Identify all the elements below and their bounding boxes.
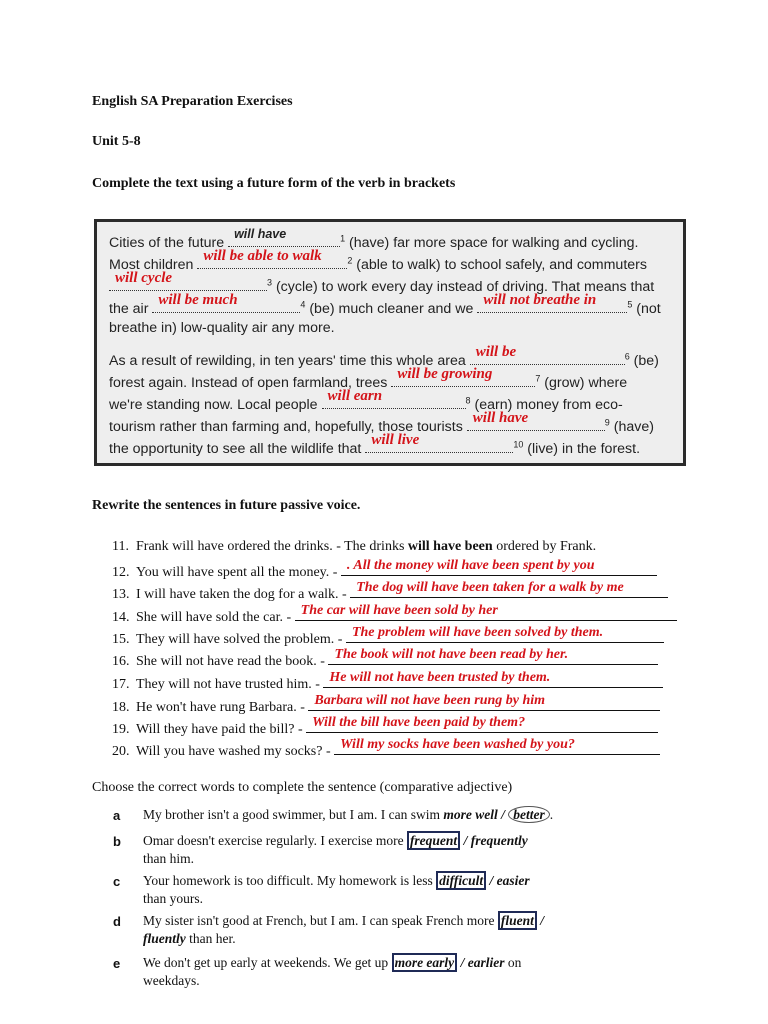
passive-row-18: 18. He won't have rung Barbara. - Barbara will not have been rung by him bbox=[112, 696, 660, 716]
passive-row-20: 20. Will you have washed my socks? - Will my socks have been washed by you? bbox=[112, 740, 660, 760]
blank-8[interactable] bbox=[322, 388, 466, 409]
fill-line-3: will cycle $^3$ (cycle) to work every day instead of driving. That means that bbox=[109, 276, 654, 295]
passive-row-13: 13. I will have taken the dog for a walk. - The dog will have been taken for a walk by me bbox=[112, 583, 668, 603]
answer-2: will be able to walk bbox=[203, 248, 322, 264]
fill-line-1: Cities of the future will have $^1$ (have) far more space for walking and cycling. bbox=[109, 227, 639, 251]
item-letter-d: d bbox=[113, 914, 121, 929]
passive-row-16: 16. She will not have read the book. - The book will not have been read by her. bbox=[112, 650, 658, 670]
fill-line-9: tourism rather than farming and, hopefully, those tourists will have $^9$ (have) bbox=[109, 410, 654, 435]
blank-9[interactable] bbox=[467, 410, 605, 431]
instruction-fill: Complete the text using a future form of the verb in brackets bbox=[92, 176, 456, 191]
option-d2[interactable]: fluently bbox=[143, 931, 186, 946]
answer-4: will be much bbox=[158, 292, 238, 308]
page-title: English SA Preparation Exercises bbox=[92, 94, 293, 109]
blank-4[interactable] bbox=[152, 292, 300, 313]
fill-line-10: the opportunity to see all the wildlife that will live $^{10}$ (live) in the forest. bbox=[109, 432, 641, 457]
option-e1-selected[interactable]: more early bbox=[392, 953, 458, 972]
fill-line-4: the air will be much $^4$ (be) much cleaner and we will not breathe in $^5$ (not bbox=[109, 292, 661, 317]
item-letter-c: c bbox=[113, 874, 121, 889]
answer-8: will earn bbox=[327, 388, 383, 404]
fill-line-7: forest again. Instead of open farmland, trees will be growing $^7$ (grow) where bbox=[109, 366, 628, 391]
answer-line-14[interactable]: The car will have been sold by her bbox=[295, 606, 677, 621]
answer-line-15[interactable]: The problem will have been solved by them. bbox=[346, 628, 664, 643]
fill-line-6: As a result of rewilding, in ten years' time this whole area will be $^6$ (be) bbox=[109, 344, 659, 369]
answer-7: will be growing bbox=[397, 366, 493, 382]
item-e: We don't get up early at weekends. We get up more early / earlier on weekdays. bbox=[143, 955, 522, 988]
passive-row-14: 14. She will have sold the car. - The car will have been sold by her bbox=[112, 606, 677, 626]
answer-1: will have bbox=[234, 227, 287, 241]
answer-line-12[interactable]: . All the money will have been spent by you bbox=[341, 561, 657, 576]
item-a: My brother isn't a good swimmer, but I am. I can swim more well / better . bbox=[143, 807, 554, 822]
option-c2[interactable]: easier bbox=[496, 873, 530, 888]
item-letter-b: b bbox=[113, 834, 121, 849]
option-c1-selected[interactable]: difficult bbox=[436, 871, 486, 890]
fill-line-2: Most children will be able to walk $^2$ (able to walk) to school safely, and commuters bbox=[109, 248, 647, 273]
answer-line-17[interactable]: He will not have been trusted by them. bbox=[323, 673, 663, 688]
answer-6: will be bbox=[475, 344, 517, 360]
unit-heading: Unit 5-8 bbox=[92, 134, 141, 149]
answer-line-16[interactable]: The book will not have been read by her. bbox=[328, 650, 658, 665]
option-e2[interactable]: earlier bbox=[467, 955, 505, 970]
blank-2[interactable] bbox=[197, 248, 347, 269]
option-d1-selected[interactable]: fluent bbox=[498, 911, 537, 930]
answer-line-18[interactable]: Barbara will not have been rung by him bbox=[308, 696, 660, 711]
item-d: My sister isn't good at French, but I am. I can speak French more fluent / fluently than her. bbox=[143, 913, 545, 946]
passive-row-12: 12. You will have spent all the money. - . All the money will have been spent by you bbox=[112, 561, 657, 581]
answer-line-20[interactable]: Will my socks have been washed by you? bbox=[334, 740, 660, 755]
fill-line-5: breathe in) low-quality air any more. bbox=[109, 320, 335, 336]
blank-1[interactable] bbox=[228, 227, 340, 247]
fill-line-8: we're standing now. Local people will earn $^8$ (earn) money from eco- bbox=[109, 388, 623, 413]
blank-7[interactable] bbox=[391, 366, 535, 387]
instruction-comparative: Choose the correct words to complete the sentence (comparative adjective) bbox=[92, 780, 513, 795]
item-letter-a: a bbox=[113, 808, 121, 823]
item-letter-e: e bbox=[113, 956, 121, 971]
answer-3: will cycle bbox=[115, 270, 173, 286]
option-a2-selected[interactable]: better bbox=[508, 806, 550, 823]
passive-row-15: 15. They will have solved the problem. - The problem will have been solved by them. bbox=[112, 628, 664, 648]
item-b: Omar doesn't exercise regularly. I exercise more frequent / frequently than him. bbox=[143, 833, 528, 866]
option-a1[interactable]: more well bbox=[443, 807, 498, 822]
passive-row-19: 19. Will they have paid the bill? - Will the bill have been paid by them? bbox=[112, 718, 658, 738]
blank-10[interactable] bbox=[365, 432, 513, 453]
item-c: Your homework is too difficult. My homework is less difficult / easier than yours. bbox=[143, 873, 530, 906]
blank-3[interactable] bbox=[109, 270, 267, 291]
passive-row-17: 17. They will not have trusted him. - He will not have been trusted by them. bbox=[112, 673, 663, 693]
answer-10: will live bbox=[371, 432, 420, 448]
option-b1-selected[interactable]: frequent bbox=[407, 831, 460, 850]
answer-5: will not breathe in bbox=[483, 292, 597, 308]
passive-row-11: 11. Frank will have ordered the drinks. - The drinks will have been ordered by Frank. bbox=[112, 539, 597, 554]
instruction-passive: Rewrite the sentences in future passive voice. bbox=[92, 498, 361, 513]
fill-in-box bbox=[94, 219, 686, 466]
blank-6[interactable] bbox=[470, 344, 625, 365]
answer-line-13[interactable]: The dog will have been taken for a walk by me bbox=[350, 583, 668, 598]
answer-line-19[interactable]: Will the bill have been paid by them? bbox=[306, 718, 658, 733]
blank-5[interactable] bbox=[477, 292, 627, 313]
answer-9: will have bbox=[472, 410, 529, 426]
option-b2[interactable]: frequently bbox=[470, 833, 528, 848]
